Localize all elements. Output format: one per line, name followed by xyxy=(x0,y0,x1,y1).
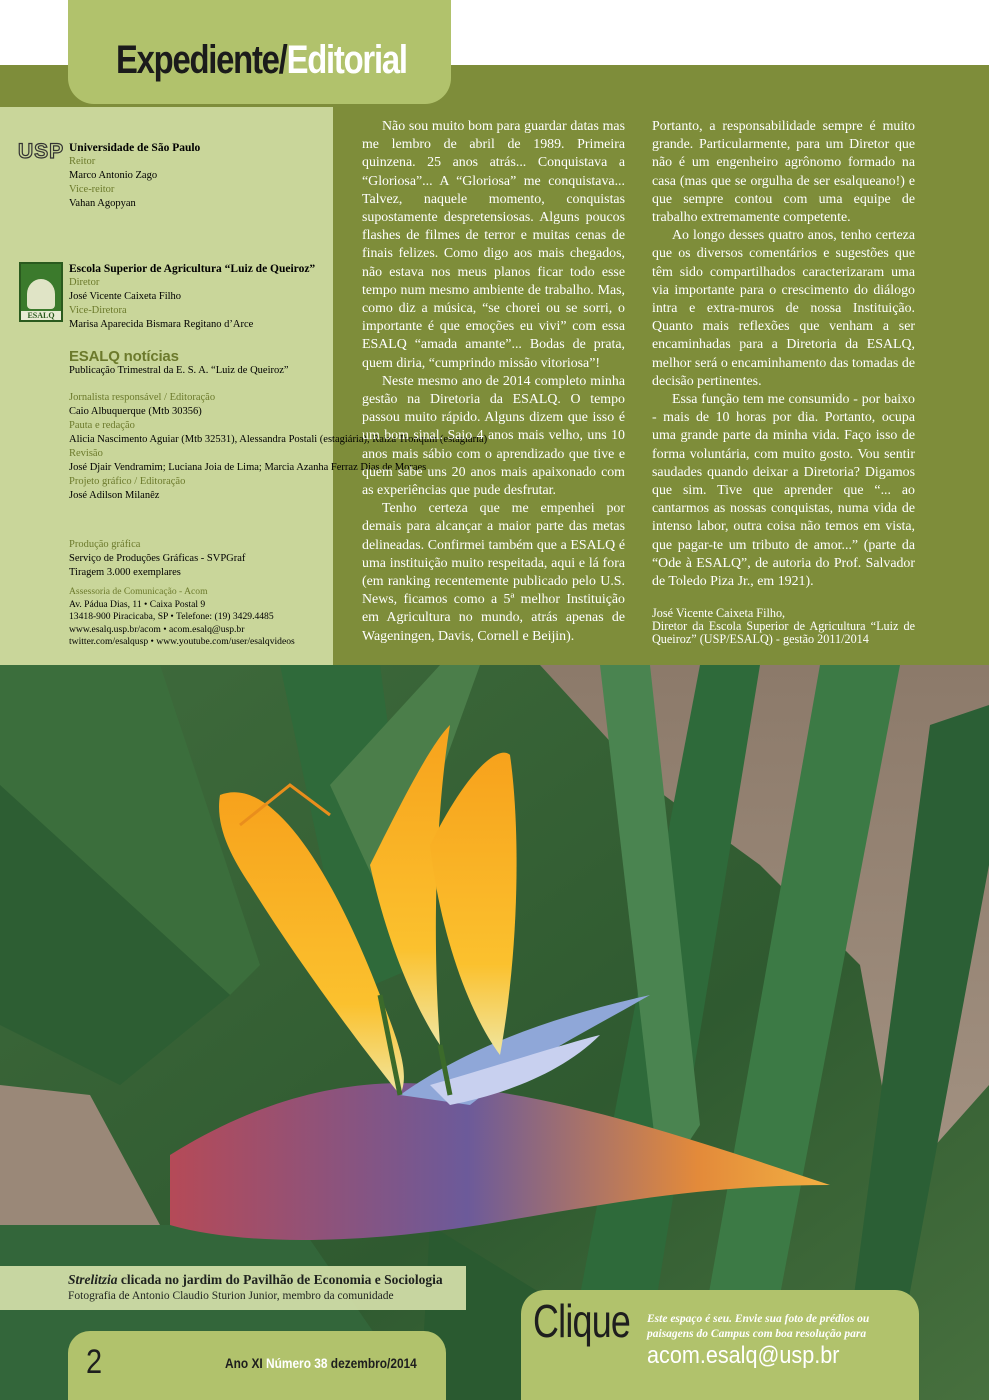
editorial-paragraph: Portanto, a responsabilidade sempre é muito grande. Particularmente, para um Diretor que não é um engenheiro agrônomo formado na casa (mas que se orgulha de ser esalqueano!) e que sempre contou com uma equipe de trabalho extremamente competente. xyxy=(652,119,915,226)
page-title xyxy=(116,38,407,83)
usp-name: Universidade de São Paulo xyxy=(69,142,201,154)
esalq-logo-text: ESALQ xyxy=(21,311,61,320)
web-line2[interactable]: twitter.com/esalqusp • www.youtube.com/user/esalqvideos xyxy=(69,636,295,647)
publication-subtitle: Publicação Trimestral da E. S. A. “Luiz de Queiroz” xyxy=(69,365,289,376)
esalq-emblem-icon xyxy=(27,279,55,309)
editorial-column-2 xyxy=(652,118,915,646)
signature-name: José Vicente Caixeta Filho, xyxy=(652,606,786,621)
projeto-name: José Adilson Milanêz xyxy=(69,490,160,501)
jornalista-label: Jornalista responsável / Editoração xyxy=(69,392,216,403)
title-tab xyxy=(68,0,451,104)
vice-reitor-label: Vice-reitor xyxy=(69,184,115,195)
vice-diretora-label: Vice-Diretora xyxy=(69,305,127,316)
reitor-name: Marco Antonio Zago xyxy=(69,170,158,181)
title-expediente: Expediente/ xyxy=(116,38,287,82)
title-editorial: Editorial xyxy=(286,38,407,82)
reitor-label: Reitor xyxy=(69,156,96,167)
signature xyxy=(652,607,915,646)
editorial-paragraph: Tenho certeza que me empenhei por demais para alcançar a maior parte das metas delineadas. Confirmei também que a ESALQ é uma instituição muito respeitada, aqui e lá fora (em ranking recentemente publicado pelo U.S. News, ficamos como a 5ª melhor Instituição em Agricultura no mundo, atrás apenas de Wageningen, Davis, Cornell e Beijin). xyxy=(362,501,625,644)
clique-text: Este espaço é seu. Envie sua foto de prédios ou paisagens do Campus com boa resolução para xyxy=(647,1313,870,1340)
usp-logo: USP xyxy=(18,140,65,163)
revisao-label: Revisão xyxy=(69,448,103,459)
publication-title: ESALQ notícias xyxy=(69,348,179,365)
web-line1[interactable]: www.esalq.usp.br/acom • acom.esalq@usp.br xyxy=(69,623,245,635)
caption-title-text: clicada no jardim do Pavilhão de Economia e Sociologia xyxy=(117,1272,443,1287)
issue-info xyxy=(225,1355,417,1371)
issue-date: dezembro/2014 xyxy=(327,1355,417,1371)
producao-line1: Serviço de Produções Gráficas - SVPGraf xyxy=(69,553,246,564)
editorial-paragraph: Não sou muito bom para guardar datas mas me lembro de abril de 1989. Primeira quinzena. 25 anos atrás... Conquistava a “Gloriosa”... A “Gloriosa” me conquistava... Talvez, naquele momento, conquistas supostamente despretensiosas. Alguns poucos flashes de filmes de terror e muitas cenas de finais felizes. Como digo aos mais chegados, não estava nos meus planos ficar todo esse tempo num mesmo ambiente de trabalho. Mas, como diz a música, “se chorei ou se sorri, o importante é que emoções eu vivi” com essa ESALQ “amada amante”... Bodas de prata, quem diria, “cumprindo missão vitoriosa”! xyxy=(362,119,625,371)
caption-title xyxy=(68,1272,466,1288)
issue-year: Ano XI xyxy=(225,1355,266,1371)
producao-line2: Tiragem 3.000 exemplares xyxy=(69,567,181,578)
esalq-logo xyxy=(19,262,63,322)
address-line1: Av. Pádua Dias, 11 • Caixa Postal 9 xyxy=(69,598,206,610)
footer-tab xyxy=(68,1331,446,1400)
address-line2: 13418-900 Piracicaba, SP • Telefone: (19) 3429.4485 xyxy=(69,611,274,622)
esalq-name: Escola Superior de Agricultura “Luiz de Queiroz” xyxy=(69,263,316,275)
pauta-label: Pauta e redação xyxy=(69,420,135,431)
jornalista-name: Caio Albuquerque (Mtb 30356) xyxy=(69,406,202,417)
pauta-names: Alicia Nascimento Aguiar (Mtb 32531), Alessandra Postali (estagiária), Raiza Tronquin (estagiária) xyxy=(69,434,488,445)
producao-label: Produção gráfica xyxy=(69,539,141,550)
vice-reitor-name: Vahan Agopyan xyxy=(69,198,136,209)
editorial-column-1 xyxy=(362,118,625,646)
editorial-paragraph: Ao longo desses quatro anos, tenho certeza que os diversos comentários e sugestões que têm sido compartilhados caracterizaram uma via importante para o crescimento do diálogo intra e extra-muros de nossa Instituição. Quanto mais reflexões que venham a ser encaminhadas para a Diretoria da ESALQ, melhor será o encaminhamento das tomadas de decisão pertinentes. xyxy=(652,228,915,389)
vice-diretora-name: Marisa Aparecida Bismara Regitano d’Arce xyxy=(69,319,254,330)
revisao-names: José Djair Vendramim; Luciana Joia de Lima; Marcia Azanha Ferraz Dias de Moraes xyxy=(69,462,427,473)
page-number: 2 xyxy=(86,1343,103,1381)
issue-number: Número 38 xyxy=(265,1355,328,1371)
caption-species: Strelitzia xyxy=(68,1272,118,1287)
diretor-name: José Vicente Caixeta Filho xyxy=(69,291,182,302)
clique-box xyxy=(521,1290,919,1400)
editorial-paragraph: Essa função tem me consumido - por baixo - mais de 10 horas por dia. Portanto, ocupa uma grande parte da minha vida. Faço isso de forma voluntária, com muito gosto. Vou sentir saudades quando deixar a Diretoria? Digamos que sim. Tive que aprender que “... ao cantarmos as nossas conquistas, numa vida de intenso labor, outra coisa não temos em vista, que pagar-te um tributo de amor...” (parte da “Ode à ESALQ”, de autoria do Prof. Salvador de Toledo Piza Jr., em 1921). xyxy=(652,392,915,590)
clique-title: Clique xyxy=(533,1295,631,1347)
signature-role: Diretor da Escola Superior de Agricultura “Luiz de Queiroz” (USP/ESALQ) - gestão 2011/2014 xyxy=(652,619,915,647)
clique-email-link[interactable]: acom.esalq@usp.br xyxy=(647,1342,840,1369)
caption-credit: Fotografia de Antonio Claudio Sturion Junior, membro da comunidade xyxy=(68,1290,394,1302)
diretor-label: Diretor xyxy=(69,277,100,288)
photo-caption xyxy=(0,1266,466,1310)
editorial-paragraph: Neste mesmo ano de 2014 completo minha gestão na Diretoria da ESALQ. O tempo passou muito rápido. Alguns dizem que isso é um bom sinal. Saio 4 anos mais velho, uns 10 anos mais sábio com o aprendizado que tive e quem sabe uns 20 anos mais apaixonado com as experiências que pude desfrutar. xyxy=(362,373,625,499)
assessoria-label: Assessoria de Comunicação - Acom xyxy=(69,586,208,597)
projeto-label: Projeto gráfico / Editoração xyxy=(69,476,186,487)
